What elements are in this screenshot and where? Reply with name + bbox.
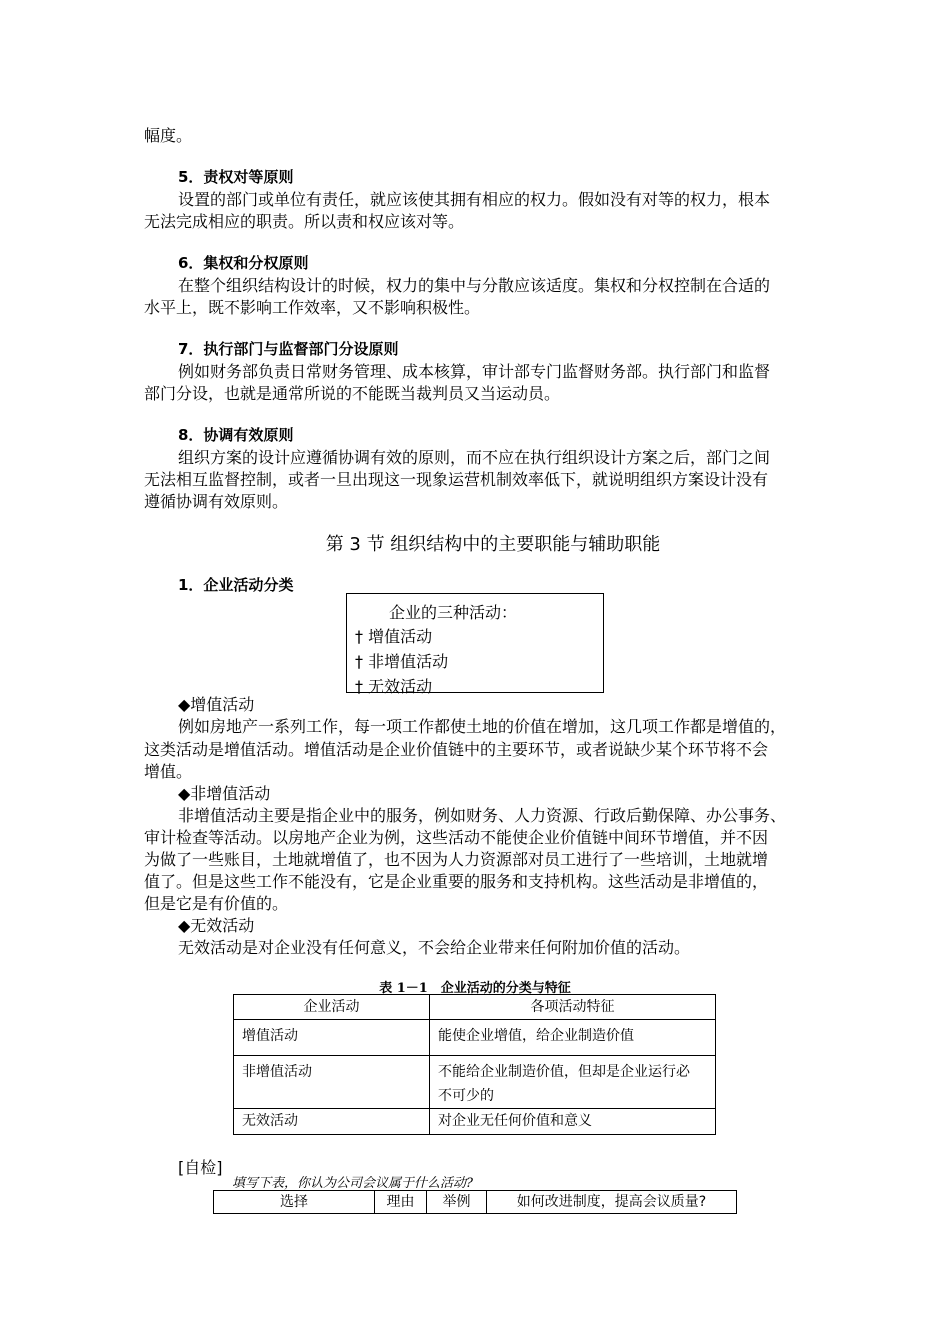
- principle-5-line-1: 设置的部门或单位有责任，就应该使其拥有相应的权力。假如没有对等的权力，根本: [178, 190, 771, 209]
- principle-6-title: 6．集权和分权原则: [178, 254, 309, 272]
- table-cell: 增值活动: [234, 1020, 430, 1056]
- invalid-activity-line-1: 无效活动是对企业没有任何意义，不会给企业带来任何附加价值的活动。: [178, 938, 691, 957]
- sub-heading: 1．企业活动分类: [178, 576, 294, 594]
- non-value-adding-line-4: 值了。但是这些工作不能没有，它是企业重要的服务和支持机构。这些活动是非增值的，: [144, 872, 769, 891]
- table-cell-line: 不可少的: [438, 1088, 494, 1104]
- principle-8-title: 8．协调有效原则: [178, 426, 294, 444]
- table-cell: 非增值活动: [234, 1056, 430, 1109]
- activities-summary-box: [346, 593, 604, 696]
- principle-8-line-2: 无法相互监督控制，或者一旦出现这一现象运营机制效率低下，就说明组织方案设计没有: [144, 470, 769, 489]
- table-row: [234, 1109, 716, 1135]
- non-value-adding-line-2: 审计检查等活动。以房地产企业为例，这些活动不能使企业价值链中间环节增值，并不因: [144, 828, 769, 847]
- table-cell: 对企业无任何价值和意义: [430, 1109, 716, 1135]
- self-check-header-cell: 理由: [375, 1191, 427, 1214]
- table-header-cell: 各项活动特征: [430, 995, 716, 1020]
- self-check-hint: 填写下表，你认为公司会议属于什么活动?: [232, 1176, 473, 1191]
- non-value-adding-line-5: 但是它是有价值的。: [144, 894, 289, 913]
- value-adding-line-3: 增值。: [144, 762, 193, 781]
- self-check-header-cell: 如何改进制度，提高会议质量?: [487, 1191, 737, 1214]
- non-value-adding-line-1: 非增值活动主要是指企业中的服务，例如财务、人力资源、行政后勤保障、办公事务、: [178, 806, 787, 825]
- table-cell-line: 不能给企业制造价值，但却是企业运行必: [438, 1064, 690, 1080]
- table-row: [234, 1020, 716, 1056]
- self-check-header-row: [214, 1191, 737, 1214]
- box-item: † 非增值活动: [355, 652, 449, 671]
- self-check-label: [自检]: [178, 1158, 223, 1177]
- principle-6-line-1: 在整个组织结构设计的时候，权力的集中与分散应该适度。集权和分权控制在合适的: [178, 276, 771, 295]
- value-adding-line-1: 例如房地产一系列工作，每一项工作都使土地的价值在增加，这几项工作都是增值的，: [178, 717, 787, 736]
- table-header-cell: 企业活动: [234, 995, 430, 1020]
- self-check-header-cell: 举例: [427, 1191, 487, 1214]
- principle-7-title: 7．执行部门与监督部门分设原则: [178, 340, 399, 358]
- activity-classification-table: [233, 994, 716, 1135]
- intro-fragment: 幅度。: [144, 126, 193, 145]
- non-value-adding-line-3: 为做了一些账目，土地就增值了，也不因为人力资源部对员工进行了一些培训，土地就增: [144, 850, 769, 869]
- principle-8-line-3: 遵循协调有效原则。: [144, 492, 289, 511]
- box-item: † 无效活动: [355, 677, 433, 696]
- invalid-activity-title: ◆无效活动: [178, 916, 255, 935]
- box-item: † 增值活动: [355, 627, 433, 646]
- value-adding-title: ◆增值活动: [178, 695, 255, 714]
- table-row: [234, 1056, 716, 1109]
- table-cell: 能使企业增值，给企业制造价值: [430, 1020, 716, 1056]
- non-value-adding-title: ◆非增值活动: [178, 784, 271, 803]
- principle-7-line-2: 部门分设，也就是通常所说的不能既当裁判员又当运动员。: [144, 384, 561, 403]
- principle-7-line-1: 例如财务部负责日常财务管理、成本核算，审计部专门监督财务部。执行部门和监督: [178, 362, 771, 381]
- box-title: 企业的三种活动：: [389, 603, 518, 622]
- table-cell: 无效活动: [234, 1109, 430, 1135]
- self-check-header-cell: 选择: [214, 1191, 375, 1214]
- principle-6-line-2: 水平上，既不影响工作效率，又不影响积极性。: [144, 298, 481, 317]
- section-title: 第 3 节 组织结构中的主要职能与辅助职能: [325, 534, 661, 555]
- table-header-row: [234, 995, 716, 1020]
- principle-8-line-1: 组织方案的设计应遵循协调有效的原则，而不应在执行组织设计方案之后，部门之间: [178, 448, 771, 467]
- table-caption: 表 1－1 企业活动的分类与特征: [379, 981, 571, 996]
- value-adding-line-2: 这类活动是增值活动。增值活动是企业价值链中的主要环节，或者说缺少某个环节将不会: [144, 740, 769, 759]
- principle-5-line-2: 无法完成相应的职责。所以责和权应该对等。: [144, 212, 465, 231]
- principle-5-title: 5．责权对等原则: [178, 168, 294, 186]
- self-check-table: [213, 1190, 737, 1214]
- table-cell: [430, 1056, 716, 1109]
